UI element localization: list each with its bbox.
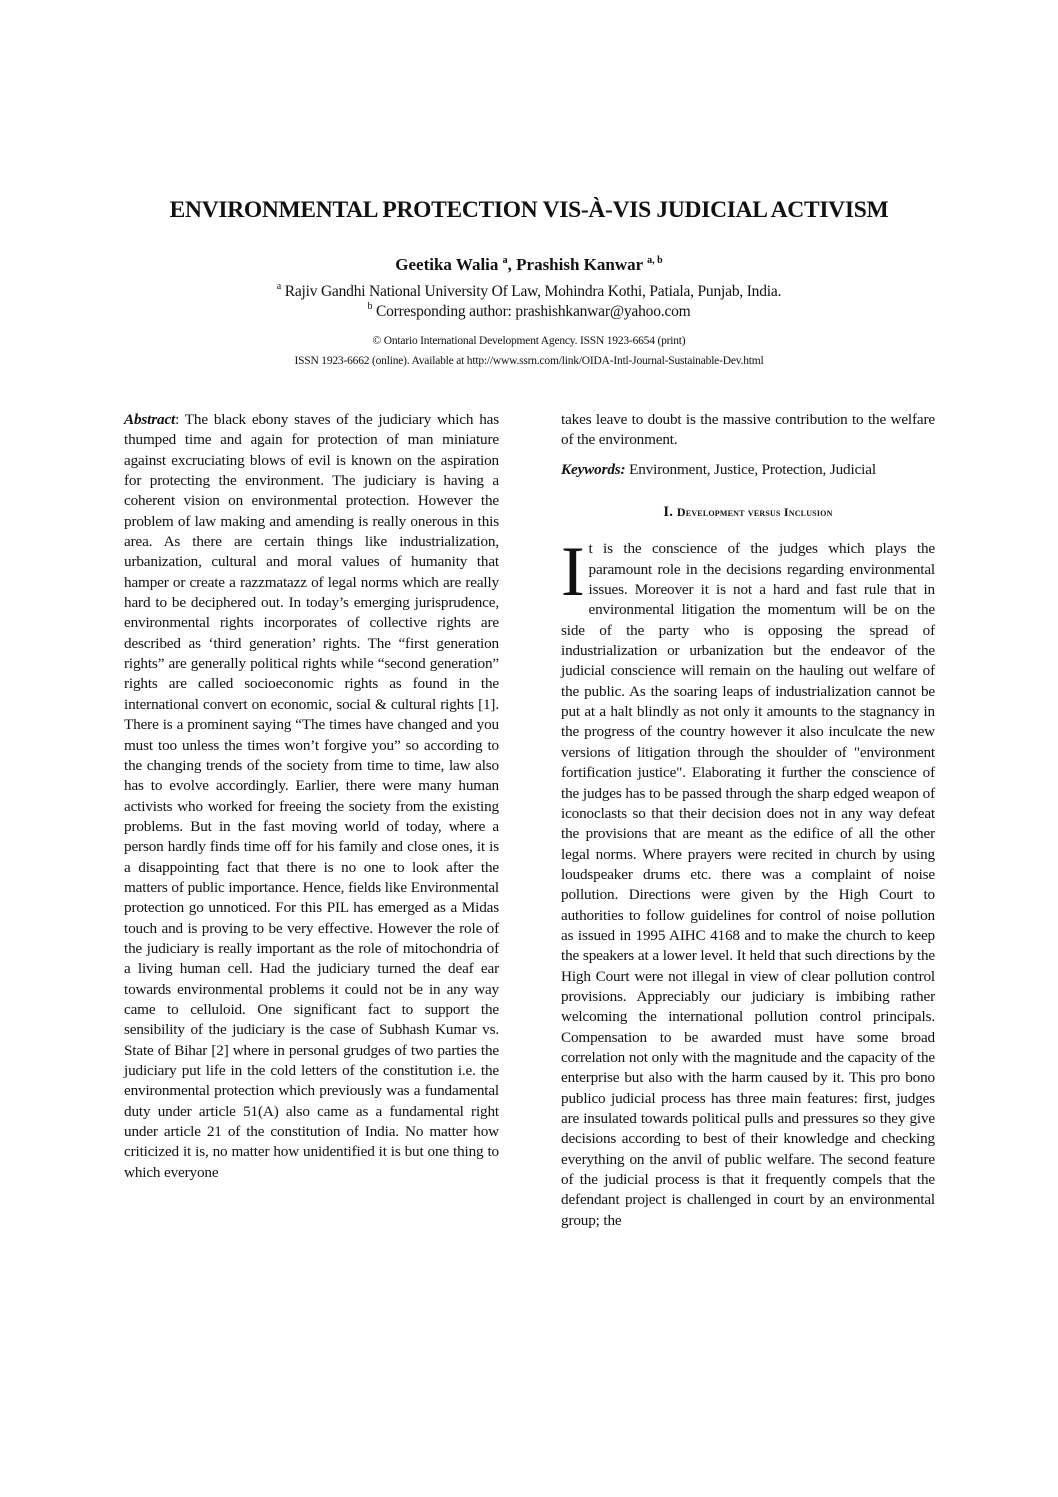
section-body xyxy=(561,533,935,1231)
affiliation-marker: a xyxy=(276,281,281,292)
author-name: Prashish Kanwar xyxy=(516,255,643,274)
paper-title: ENVIRONMENTAL PROTECTION VIS-À-VIS JUDICIAL ACTIVISM xyxy=(169,197,889,223)
section-heading xyxy=(561,502,935,522)
right-column xyxy=(561,410,935,1231)
corresponding-author-text: Corresponding author: prashishkanwar@yahoo.com xyxy=(375,303,691,320)
author-affiliation-marker: a, b xyxy=(647,255,663,266)
abstract-colon: : xyxy=(175,411,180,428)
section-body-text: t is the conscience of the judges which plays the paramount role in the decisions regarding environmental issues. Moreover it is not a hard and fast rule that in environmental litigation the momentum will be on the side of the party who is opposing the spread of industrialization or urbanization but the endeavor of the judicial conscience will remain on the hauling out welfare of the public. As the soaring leaps of industrialization cannot be put at a halt blindly as not only it amounts to the stagnancy in the progress of the country however it also inculcate the new versions of litigation through the shoulder of "environment fortification justice". Elaborating it further the conscience of the judges has to be passed through the sharp edged weapon of iconoclasts so that their decision does not in any way defeat the provisions that are meant as the edifice of all the other legal norms. Where prayers were recited in church by using loudspeaker drums etc. there was a complaint of noise pollution. Directions were given by the High Court to authorities to follow guidelines for control of noise pollution as issued in 1995 AIHC 4168 and to make the church to keep the speakers at a lower level. It held that such directions by the High Court were not illegal in view of clear pollution control provisions. Appreciably our judiciary is imbibing rather welcoming the international pollution control principals. Compensation to be awarded must have some broad correlation not only with the magnitude and the capacity of the enterprise but also with the harm caused by it. This pro bono publico judicial process has three main features: first, judges are insulated towards political pulls and pressures so they give decisions according to best of their knowledge and checking everything on the anvil of public welfare. The second feature of the judicial process is that it frequently compels that the defendant project is challenged in court by an environmental group; the xyxy=(561,540,935,1229)
author-line xyxy=(0,250,1058,276)
affiliation-marker: b xyxy=(367,301,373,312)
keywords-text: Environment, Justice, Protection, Judicial xyxy=(625,460,876,478)
copyright-line: © Ontario International Development Agency. ISSN 1923-6654 (print) xyxy=(372,335,686,347)
keywords-label: Keywords: xyxy=(561,460,626,478)
drop-cap: I xyxy=(561,533,585,612)
section-number: I. xyxy=(663,504,677,521)
abstract-text: The black ebony staves of the judiciary which has thumped time and again for protection of man miniature against excruciating blows of evil is known on the aspiration for protecting the environment. The judiciary is having a coherent vision on environmental protection. However the problem of law making and amending is really onerous in this area. As there are certain things like industrialization, urbanization, cultural and moral values of humanity that hamper or create a razzmatazz of legal norms which are really hard to be deciphered out. In today’s emerging jurisprudence, environmental rights incorporates of collective rights are described as ‘third generation’ rights. The “first generation rights” are generally political rights while “second generation” rights are called socioeconomic rights as found in the international convert on economic, social & cultural rights [1]. There is a prominent saying “The times have changed and you must too unless the times won’t forgive you” so according to the changing trends of the society from time to time, law also has to evolve accordingly. Earlier, there were many human activists who worked for freeing the society from the existing problems. But in the fast moving world of today, where a person hardly finds time off for his family and close ones, it is a disappointing fact that there is no one to look after the matters of public importance. Hence, fields like Environmental protection go unnoticed. For this PIL has emerged as a Midas touch and is proving to be very effective. However the role of the judiciary is really important as the role of mitochondria of a living human cell. Had the judiciary turned the deaf ear towards environmental problems it could not be in any way came to celluloid. One significant fact to support the sensibility of the judiciary is the case of Subhash Kumar vs. State of Bihar [2] where in personal grudges of two parties the judiciary put life in the cold letters of the constitution i.e. the environmental protection which previously was a fundamental duty under article 51(A) also came as a fundamental right under article 21 of the constitution of India. No matter how criticized it is, no matter how unidentified it is but one thing to which everyone xyxy=(124,411,499,1181)
author-affiliation-marker: a xyxy=(502,255,508,266)
abstract-paragraph xyxy=(124,410,499,1183)
abstract-label: Abstract xyxy=(124,411,176,428)
left-column xyxy=(124,410,499,1183)
issn-online-line: ISSN 1923-6662 (online). Available at http://www.ssrn.com/link/OIDA-Intl-Journal-Sustainable-Dev.html xyxy=(294,355,764,367)
corresponding-author-line xyxy=(0,297,1058,322)
author-separator: , xyxy=(507,255,517,274)
affiliation-text: Rajiv Gandhi National University Of Law, Mohindra Kothi, Patiala, Punjab, India. xyxy=(284,283,782,300)
abstract-continuation: takes leave to doubt is the massive contribution to the welfare of the environment. xyxy=(561,411,935,449)
keywords-paragraph xyxy=(561,460,935,480)
section-title: Development versus Inclusion xyxy=(676,505,833,520)
author-name: Geetika Walia xyxy=(395,255,499,274)
